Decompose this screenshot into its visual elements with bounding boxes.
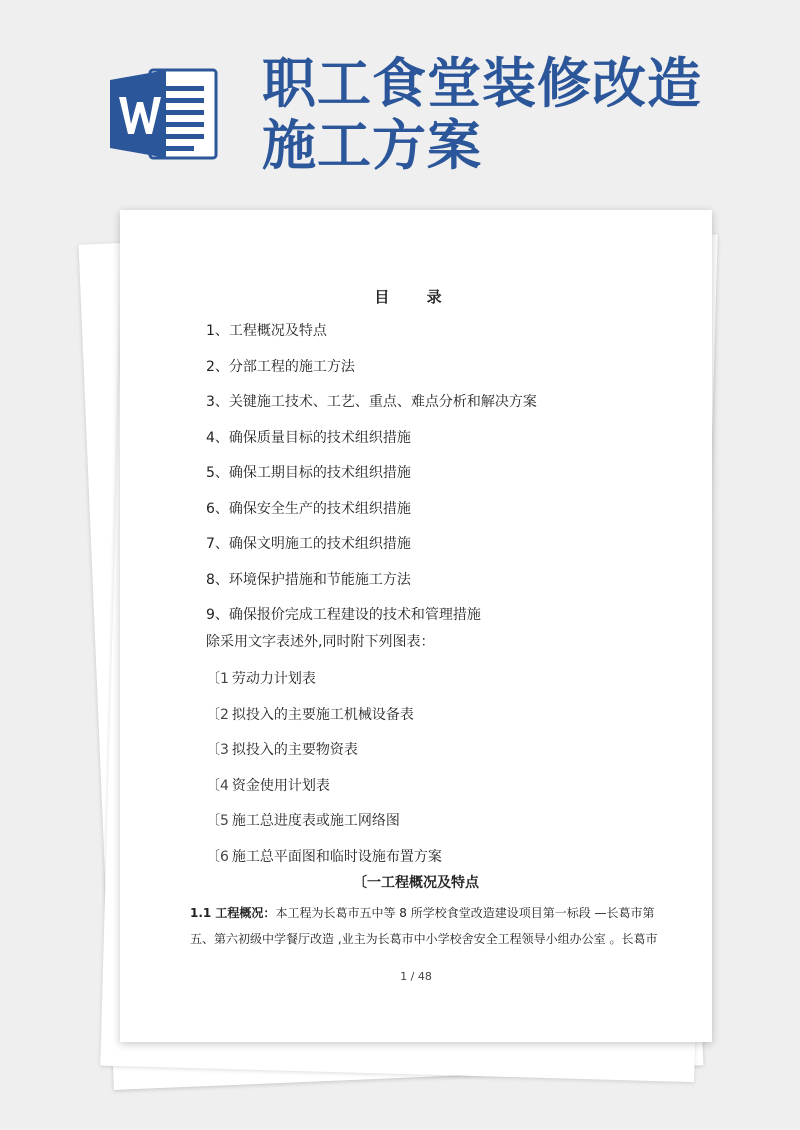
- page-number: 1 / 48: [400, 970, 432, 983]
- attachment-list: [206, 662, 442, 875]
- overview-paragraph: [190, 900, 660, 952]
- title-line-2: 施工方案: [262, 113, 482, 177]
- attachment-item: [206, 840, 442, 876]
- toc-item: 8、环境保护措施和节能施工方法: [206, 571, 411, 588]
- toc-item: 2、分部工程的施工方法: [206, 358, 355, 375]
- section-heading: 〔一工程概况及特点: [353, 875, 479, 891]
- attachment-label: 拟投入的主要施工机械设备表: [231, 706, 414, 723]
- attachment-item: [206, 804, 442, 840]
- toc-list: [206, 314, 537, 634]
- attachment-number: 〔5: [206, 813, 229, 829]
- attachments-intro: 除采用文字表述外,同时附下列图表：: [206, 634, 435, 650]
- attachment-number: 〔6: [206, 848, 229, 865]
- page-title: [262, 52, 702, 176]
- toc-heading: 目 录: [374, 288, 458, 306]
- toc-item: 7、确保文明施工的技术组织措施: [206, 536, 411, 552]
- attachment-number: 〔1: [206, 671, 229, 687]
- attachment-label: 拟投入的主要物资表: [231, 742, 358, 758]
- attachment-label: 资金使用计划表: [231, 777, 330, 794]
- attachment-number: 〔2: [206, 706, 229, 723]
- paragraph-text: 本工程为长葛市五中等 8 所学校食堂改造建设项目第一标段 —长葛市第五、第六初级中学餐厅改造 ,业主为长葛市中小学校舍安全工程领导小组办公室 。长葛市: [190, 906, 658, 946]
- document-page: [120, 210, 712, 1042]
- attachment-number: 〔4: [206, 777, 229, 794]
- attachment-label: 施工总平面图和临时设施布置方案: [231, 848, 442, 865]
- toc-item: 6、确保安全生产的技术组织措施: [206, 500, 411, 517]
- attachment-item: [206, 769, 442, 805]
- attachment-number: 〔3: [206, 742, 229, 758]
- attachment-item: [206, 698, 442, 734]
- toc-item: 9、确保报价完成工程建设的技术和管理措施: [206, 607, 481, 623]
- toc-item: 4、确保质量目标的技术组织措施: [206, 429, 411, 446]
- paragraph-lead: 1.1 工程概况：: [190, 906, 276, 920]
- attachment-item: [206, 733, 442, 769]
- toc-item: 1、工程概况及特点: [206, 323, 327, 339]
- word-document-icon: [110, 64, 222, 164]
- toc-item: 5、确保工期目标的技术组织措施: [206, 465, 411, 481]
- toc-item: 3、关键施工技术、工艺、重点、难点分析和解决方案: [206, 394, 537, 410]
- attachment-item: [206, 662, 442, 698]
- attachment-label: 施工总进度表或施工网络图: [231, 813, 400, 829]
- attachment-label: 劳动力计划表: [231, 671, 316, 687]
- title-line-1: 职工食堂装修改造: [262, 51, 702, 115]
